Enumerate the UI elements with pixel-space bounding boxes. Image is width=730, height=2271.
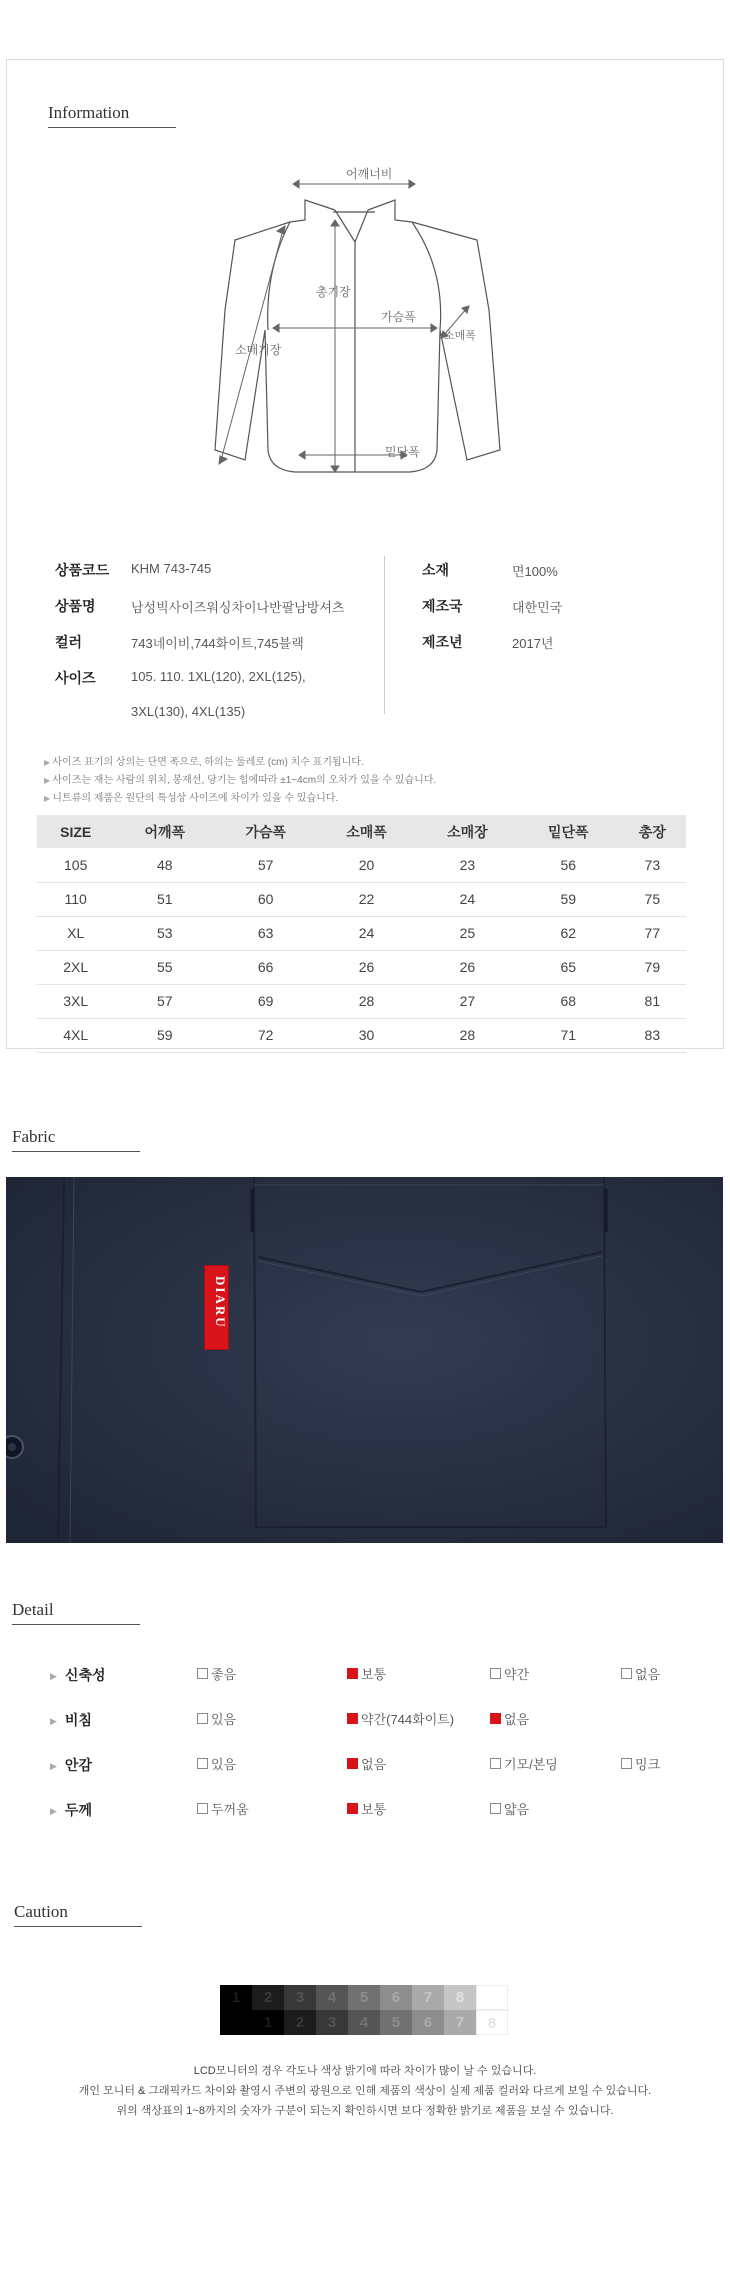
table-cell: 59 (114, 1018, 215, 1052)
spec-value-size: 105. 110. 1XL(120), 2XL(125), (131, 669, 306, 684)
checkbox-empty (490, 1803, 501, 1814)
table-cell: 68 (518, 984, 619, 1018)
caution-line-1: LCD모니터의 경우 각도나 색상 밝기에 따라 차이가 많이 날 수 있습니다. (193, 2065, 537, 2077)
table-cell: 60 (215, 882, 316, 916)
scale-cell: 1 (220, 1985, 252, 2010)
spec-label-year: 제조년 (422, 634, 463, 650)
spec-value-material: 면100% (512, 564, 558, 579)
table-cell: 73 (619, 848, 686, 882)
option-stretch-slight: 약간 (490, 1664, 529, 1683)
table-row (37, 1018, 686, 1052)
table-cell: 20 (316, 848, 417, 882)
scale-cell (476, 1985, 508, 2010)
table-cell: 28 (316, 984, 417, 1018)
spec-divider (384, 556, 385, 714)
caution-line-3: 위의 색상표의 1~8까지의 숫자가 구분이 되는지 확인하시면 보다 정확한 밝기로 제품을 보실 수 있습니다. (116, 2105, 614, 2117)
option-lining-brushed: 기모/본딩 (490, 1754, 558, 1773)
option-stretch-good: 좋음 (197, 1664, 236, 1683)
spec-value-year: 2017년 (512, 636, 554, 651)
header-total-length: 총장 (619, 815, 686, 848)
size-note-1: ▶ 사이즈 표기의 상의는 단면 폭으로, 하의는 둘레로 (cm) 치수 표기됩니다. (44, 753, 364, 768)
size-table-header (37, 815, 686, 848)
checkbox-empty (490, 1758, 501, 1769)
spec-label-material: 소재 (422, 562, 450, 578)
table-row (37, 848, 686, 882)
scale-cell: 2 (284, 2010, 316, 2035)
table-row (37, 916, 686, 950)
shirt-size-diagram (205, 160, 535, 500)
table-cell: 55 (114, 950, 215, 984)
table-cell: 26 (417, 950, 518, 984)
table-cell: 53 (114, 916, 215, 950)
diagram-label-chest: 가슴폭 (381, 310, 416, 324)
table-cell: 25 (417, 916, 518, 950)
table-cell: 66 (215, 950, 316, 984)
table-cell: 23 (417, 848, 518, 882)
scale-cell: 3 (316, 2010, 348, 2035)
table-cell: 79 (619, 950, 686, 984)
table-cell: 65 (518, 950, 619, 984)
scale-cell: 7 (412, 1985, 444, 2010)
table-cell: 75 (619, 882, 686, 916)
header-chest: 가슴폭 (215, 815, 316, 848)
table-cell: 71 (518, 1018, 619, 1052)
diagram-label-total-length: 총기장 (316, 285, 351, 299)
scale-cell: 6 (412, 2010, 444, 2035)
table-cell: 56 (518, 848, 619, 882)
scale-cell: 4 (348, 2010, 380, 2035)
size-note-3: ▶ 니트류의 제품은 원단의 특성상 사이즈에 차이가 있을 수 있습니다. (44, 789, 338, 804)
checkbox-checked (347, 1803, 358, 1814)
brightness-scale (220, 1985, 508, 2035)
table-cell: 26 (316, 950, 417, 984)
spec-value-size-cont: 3XL(130), 4XL(135) (131, 704, 246, 719)
diagram-label-hem: 밑단폭 (385, 445, 420, 459)
checkbox-empty (197, 1803, 208, 1814)
diagram-label-shoulder: 어깨너비 (343, 165, 395, 182)
scale-cell (220, 2010, 252, 2035)
table-cell: 30 (316, 1018, 417, 1052)
scale-cell: 6 (380, 1985, 412, 2010)
header-sleeve-length: 소매장 (417, 815, 518, 848)
scale-cell: 3 (284, 1985, 316, 2010)
option-lining-none: 없음 (347, 1754, 386, 1773)
spec-label-size: 사이즈 (55, 670, 96, 686)
option-thickness-thick: 두꺼움 (197, 1799, 249, 1818)
table-cell: 51 (114, 882, 215, 916)
table-cell: 27 (417, 984, 518, 1018)
header-hem: 밑단폭 (518, 815, 619, 848)
checkbox-empty (621, 1668, 632, 1679)
table-cell: 57 (114, 984, 215, 1018)
option-lining-yes: 있음 (197, 1754, 236, 1773)
spec-value-code: KHM 743-745 (131, 561, 212, 576)
size-table (37, 815, 686, 1053)
size-note-2: ▶ 사이즈는 재는 사람의 위치, 봉재선, 당기는 힘에따라 ±1~4cm의 오차가 있을 수 있습니다. (44, 771, 436, 786)
table-cell: 83 (619, 1018, 686, 1052)
table-cell: 3XL (37, 984, 114, 1018)
table-cell: 24 (316, 916, 417, 950)
spec-value-color: 743네이비,744화이트,745블랙 (131, 636, 304, 651)
scale-cell: 4 (316, 1985, 348, 2010)
detail-label-thickness: ▶ 두께 (50, 1800, 92, 1820)
option-lining-mink: 밍크 (621, 1754, 660, 1773)
table-row (37, 950, 686, 984)
header-shoulder: 어깨폭 (114, 815, 215, 848)
checkbox-checked (490, 1713, 501, 1724)
table-cell: 22 (316, 882, 417, 916)
table-cell: 69 (215, 984, 316, 1018)
diagram-label-sleeve-width: 소매폭 (444, 330, 476, 342)
table-row (37, 984, 686, 1018)
table-cell: 59 (518, 882, 619, 916)
checkbox-empty (197, 1668, 208, 1679)
detail-label-stretch: ▶ 신축성 (50, 1665, 106, 1685)
checkbox-empty (197, 1758, 208, 1769)
option-stretch-normal: 보통 (347, 1664, 386, 1683)
scale-cell: 1 (252, 2010, 284, 2035)
table-cell: XL (37, 916, 114, 950)
option-sheer-yes: 있음 (197, 1709, 236, 1728)
scale-cell: 2 (252, 1985, 284, 2010)
spec-label-country: 제조국 (422, 598, 463, 614)
fabric-title: Fabric (12, 1127, 140, 1152)
checkbox-checked (347, 1668, 358, 1679)
fabric-texture (6, 1177, 723, 1543)
spec-value-country: 대한민국 (512, 600, 563, 615)
scale-cell: 8 (476, 2010, 508, 2035)
option-stretch-none: 없음 (621, 1664, 660, 1683)
detail-title: Detail (12, 1600, 140, 1625)
spec-label-code: 상품코드 (55, 562, 110, 578)
fabric-photo (6, 1177, 723, 1543)
diagram-label-sleeve-length: 소매기장 (235, 343, 282, 357)
option-sheer-slight: 약간(744화이트) (347, 1709, 454, 1728)
header-size: SIZE (37, 815, 114, 848)
checkbox-empty (490, 1668, 501, 1679)
checkbox-checked (347, 1713, 358, 1724)
checkbox-empty (621, 1758, 632, 1769)
option-thickness-normal: 보통 (347, 1799, 386, 1818)
table-cell: 77 (619, 916, 686, 950)
table-cell: 110 (37, 882, 114, 916)
detail-label-sheer: ▶ 비침 (50, 1710, 92, 1730)
caution-title: Caution (14, 1902, 142, 1927)
brand-tag (204, 1265, 229, 1350)
table-cell: 105 (37, 848, 114, 882)
table-cell: 57 (215, 848, 316, 882)
header-sleeve-width: 소매폭 (316, 815, 417, 848)
caution-line-2: 개인 모니터 & 그래픽카드 차이와 촬영시 주변의 광원으로 인해 제품의 색상이 실제 제품 컬러와 다르게 보일 수 있습니다. (78, 2085, 652, 2097)
detail-label-lining: ▶ 안감 (50, 1755, 92, 1775)
table-cell: 28 (417, 1018, 518, 1052)
spec-label-name: 상품명 (55, 598, 96, 614)
option-sheer-none: 없음 (490, 1709, 529, 1728)
table-cell: 63 (215, 916, 316, 950)
table-cell: 81 (619, 984, 686, 1018)
spec-value-name: 남성빅사이즈워싱차이나반팔남방셔츠 (131, 600, 345, 615)
scale-cell: 5 (348, 1985, 380, 2010)
table-row (37, 882, 686, 916)
table-cell: 72 (215, 1018, 316, 1052)
table-cell: 48 (114, 848, 215, 882)
scale-cell: 8 (444, 1985, 476, 2010)
information-title: Information (48, 103, 176, 128)
option-thickness-thin: 얇음 (490, 1799, 529, 1818)
table-cell: 24 (417, 882, 518, 916)
spec-label-color: 컬러 (55, 634, 83, 650)
scale-cell: 7 (444, 2010, 476, 2035)
table-cell: 62 (518, 916, 619, 950)
table-cell: 4XL (37, 1018, 114, 1052)
brand-tag-text: DIARU (213, 1276, 228, 1329)
checkbox-checked (347, 1758, 358, 1769)
scale-cell: 5 (380, 2010, 412, 2035)
table-cell: 2XL (37, 950, 114, 984)
checkbox-empty (197, 1713, 208, 1724)
